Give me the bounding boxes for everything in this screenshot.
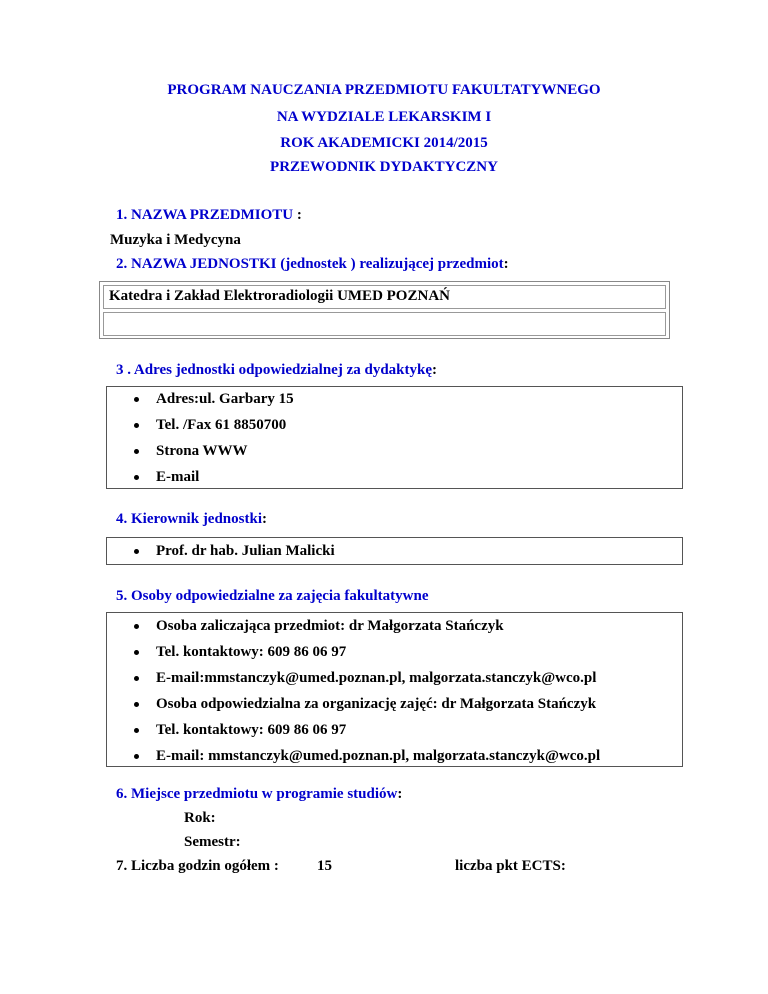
unit-table [99,281,670,339]
address-list [107,386,294,490]
list-item: E-mail: mmstanczyk@umed.poznan.pl, malgorzata.stanczyk@wco.pl [107,743,600,769]
unit-table-row-1 [103,285,666,309]
section-4-heading [116,511,267,528]
document-title-line-2: NA WYDZIALE LEKARSKIM I [276,109,492,125]
document-title-line-3: ROK AKADEMICKI 2014/2015 [280,135,488,151]
list-item: E-mail:mmstanczyk@umed.poznan.pl, malgorzata.stanczyk@wco.pl [107,665,600,691]
section-3-heading [116,362,437,379]
list-item: E-mail [107,464,294,490]
document-title-line-4: PRZEWODNIK DYDAKTYCZNY [270,159,498,175]
responsible-persons-list [107,613,600,769]
address-box [106,386,683,489]
head-list [107,538,335,564]
section-2-heading [116,256,509,273]
total-hours-value: 15 [317,858,332,874]
total-hours-label: 7. Liczba godzin ogółem : [116,858,279,874]
section-6-title: 6. Miejsce przedmiotu w programie studiów [116,786,398,802]
list-item: Strona WWW [107,438,294,464]
semester-label: Semestr: [184,834,241,850]
document-title-line-1: PROGRAM NAUCZANIA PRZEDMIOTU FAKULTATYWNEGO [167,82,601,98]
ects-label: liczba pkt ECTS: [455,858,566,874]
section-6-heading [116,786,402,803]
list-item: Tel. kontaktowy: 609 86 06 97 [107,639,600,665]
section-4-colon: : [262,511,267,527]
list-item: Tel. kontaktowy: 609 86 06 97 [107,717,600,743]
section-6-colon: : [397,786,403,802]
course-name: Muzyka i Medycyna [110,232,241,248]
section-1-heading [116,207,302,224]
list-item: Adres:ul. Garbary 15 [107,386,294,412]
year-label: Rok: [184,810,216,826]
section-5-heading: 5. Osoby odpowiedzialne za zajęcia fakultatywne [116,588,429,604]
section-1-title: 1. NAZWA PRZEDMIOTU [116,207,294,223]
unit-table-row-2 [103,312,666,336]
section-3-colon: : [432,362,438,378]
list-item: Tel. /Fax 61 8850700 [107,412,294,438]
section-3-title: 3 . Adres jednostki odpowiedzialnej za dydaktykę [116,362,433,378]
unit-name: Katedra i Zakład Elektroradiologii UMED POZNAŃ [109,288,450,304]
list-item: Osoba odpowiedzialna za organizację zajęć: dr Małgorzata Stańczyk [107,691,600,717]
section-1-colon: : [293,207,302,223]
list-item: Prof. dr hab. Julian Malicki [107,538,335,564]
section-2-colon: : [503,256,509,272]
responsible-persons-box [106,612,683,767]
section-2-title: 2. NAZWA JEDNOSTKI (jednostek ) realizującej przedmiot [116,256,504,272]
head-box [106,537,683,565]
list-item: Osoba zaliczająca przedmiot: dr Małgorzata Stańczyk [107,613,600,639]
section-4-title: 4. Kierownik jednostki [116,511,262,527]
